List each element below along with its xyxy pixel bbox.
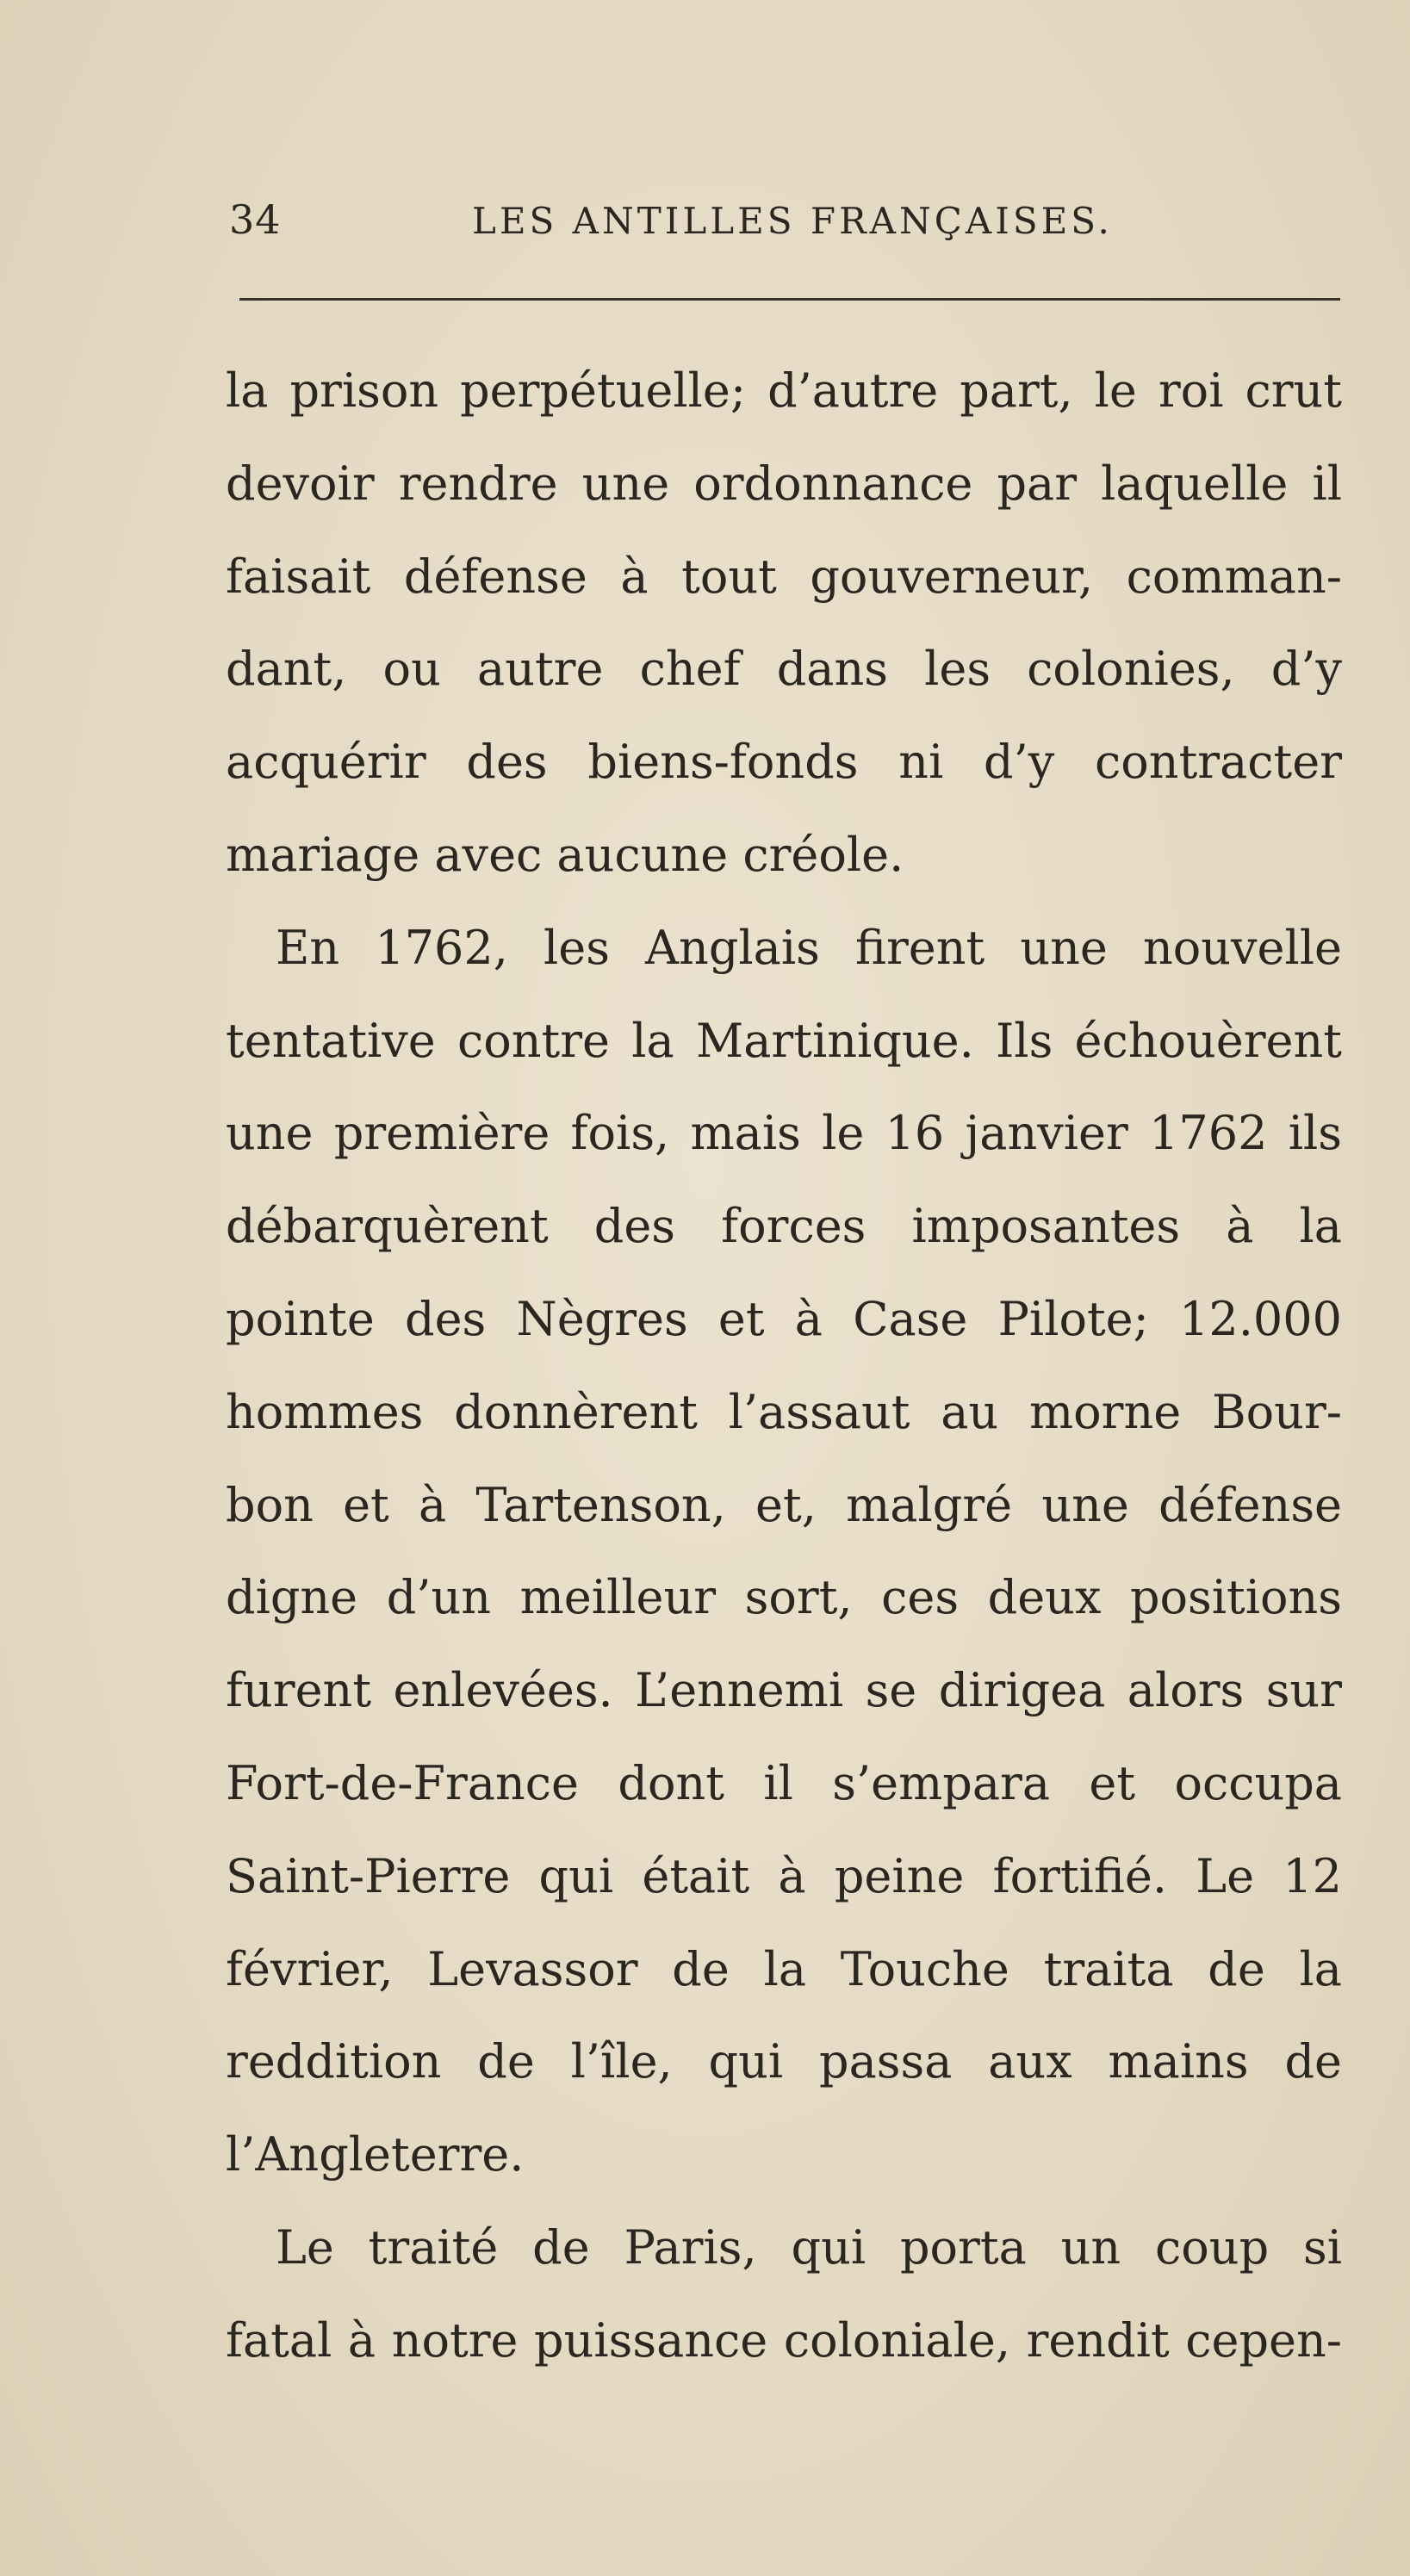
text-line: acquérir des biens-fonds ni d’y contracter <box>226 735 1342 790</box>
text-line: hommes donnèrent l’assaut au morne Bour- <box>226 1384 1342 1439</box>
page-number: 34 <box>229 196 282 243</box>
page-header <box>229 196 1340 257</box>
text-line: digne d’un meilleur sort, ces deux positions <box>226 1570 1342 1625</box>
text-line: reddition de l’île, qui passa aux mains de <box>226 2034 1342 2089</box>
text-line: En 1762, les Anglais firent une nouvelle <box>276 920 1342 975</box>
body-text <box>226 345 1342 2387</box>
running-title: LES ANTILLES FRANÇAISES. <box>472 200 1113 242</box>
text-line: bon et à Tartenson, et, malgré une défense <box>226 1477 1342 1532</box>
text-line: Le traité de Paris, qui porta un coup si <box>276 2219 1342 2275</box>
text-line: Saint-Pierre qui était à peine fortifié. Le 12 <box>226 1848 1342 1903</box>
text-line: une première fois, mais le 16 janvier 1762 ils <box>226 1106 1342 1161</box>
text-line: débarquèrent des forces imposantes à la <box>226 1199 1342 1254</box>
text-line: furent enlevées. L’ennemi se dirigea alors sur <box>226 1663 1342 1718</box>
text-line: tentative contre la Martinique. Ils échouèrent <box>226 1013 1342 1068</box>
text-line: mariage avec aucune créole. <box>226 827 904 882</box>
text-line: faisait défense à tout gouverneur, comman- <box>226 549 1342 604</box>
text-line: fatal à notre puissance coloniale, rendit cepen- <box>226 2312 1342 2368</box>
text-line: l’Angleterre. <box>226 2127 525 2182</box>
text-line: février, Levassor de la Touche traita de la <box>226 1941 1342 1996</box>
text-line: la prison perpétuelle; d’autre part, le roi crut <box>226 363 1342 418</box>
text-line: Fort-de-France dont il s’empara et occupa <box>226 1755 1342 1810</box>
text-line: devoir rendre une ordonnance par laquelle il <box>226 456 1342 511</box>
text-line: dant, ou autre chef dans les colonies, d’y <box>226 642 1342 697</box>
text-line: pointe des Nègres et à Case Pilote; 12.000 <box>226 1291 1342 1346</box>
header-rule <box>239 298 1340 301</box>
